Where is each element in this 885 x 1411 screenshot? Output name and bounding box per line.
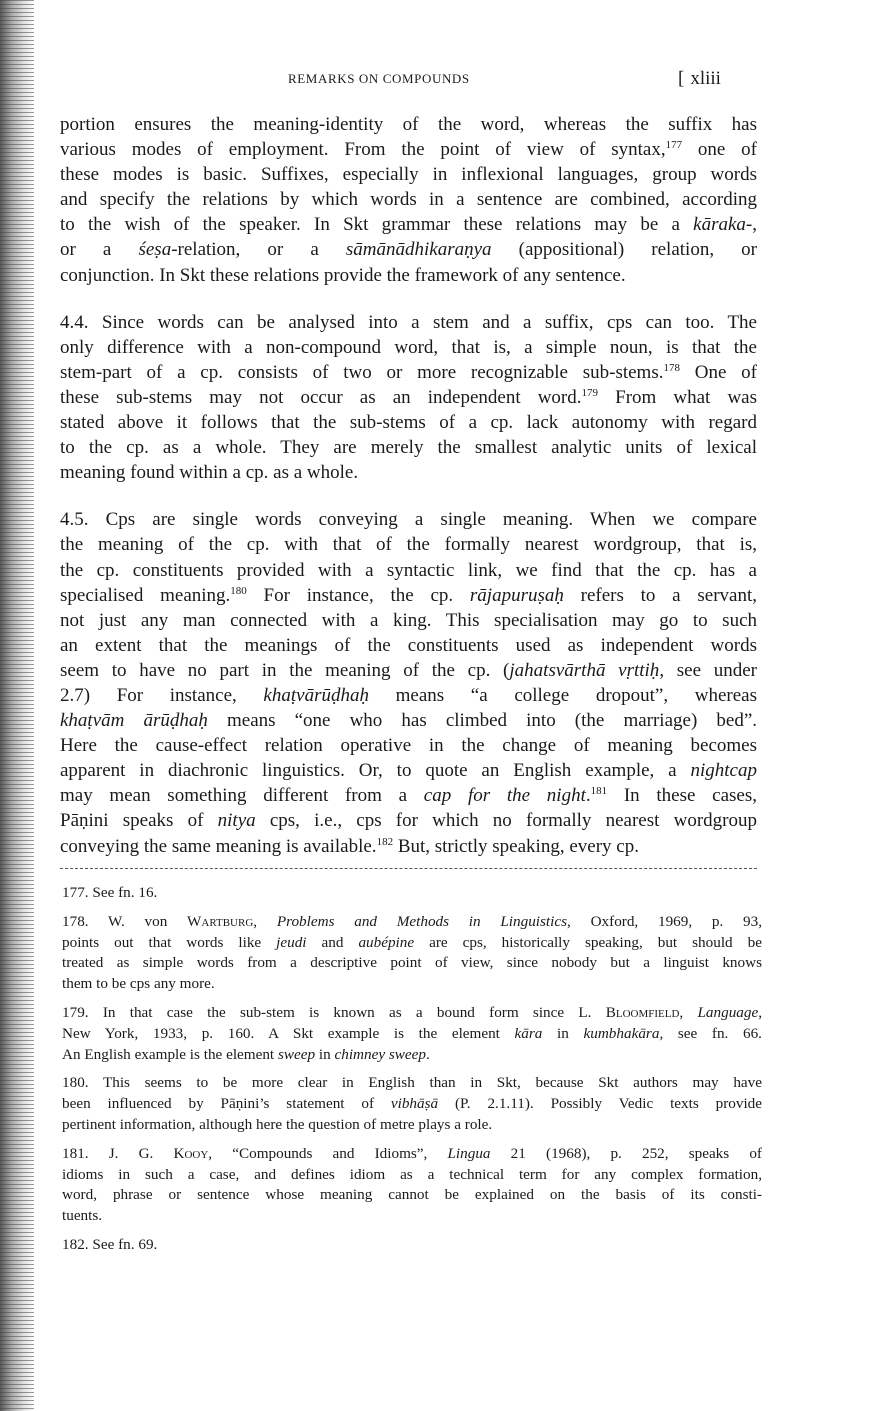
author-name: Kooy bbox=[173, 1144, 209, 1162]
italic-term: sweep bbox=[277, 1045, 316, 1063]
footnote-line bbox=[62, 912, 762, 933]
text-line bbox=[60, 608, 757, 633]
text-run: them to be cps any more. bbox=[62, 975, 215, 993]
footnote-line bbox=[62, 1115, 762, 1136]
italic-term: nightcap bbox=[690, 760, 757, 782]
italic-term: kumbhakāra bbox=[583, 1024, 660, 1042]
italic-term: kāra bbox=[514, 1024, 543, 1042]
text-run: portion ensures the meaning-identity of the word, whereas the suffix has bbox=[60, 114, 757, 135]
text-run: Since words can be analysed into a stem and a suffix, cps can too. The bbox=[88, 311, 757, 333]
text-run: One of bbox=[679, 361, 757, 383]
body-text bbox=[60, 112, 757, 881]
page-number-bracket: [ bbox=[678, 68, 685, 89]
text-run: . bbox=[585, 785, 591, 807]
footnote bbox=[62, 1073, 762, 1135]
text-line bbox=[60, 310, 757, 335]
text-run: Cps are single words conveying a single meaning. When we compare bbox=[88, 509, 757, 531]
text-run: to the wish of the speaker. In Skt grammar these relations may be a bbox=[60, 214, 694, 236]
text-run: treated as simple words from a descriptive point of view, since nobody but a linguist knows bbox=[62, 954, 762, 972]
text-line bbox=[60, 834, 757, 859]
footnotes bbox=[62, 883, 762, 1264]
page-number: xliii bbox=[690, 68, 721, 89]
paragraph bbox=[60, 507, 757, 858]
author-name: Bloomfield bbox=[605, 1003, 680, 1021]
text-run: Pāṇini speaks of bbox=[60, 810, 218, 832]
text-line bbox=[60, 162, 757, 187]
text-run: 180. This seems to be more clear in English than in Skt, because Skt authors may have bbox=[62, 1074, 762, 1092]
text-run: been influenced by Pāṇini’s statement of bbox=[62, 1095, 391, 1113]
text-run: conjunction. In Skt these relations provide the framework of any sentence. bbox=[60, 264, 626, 286]
text-line bbox=[60, 187, 757, 212]
text-run: An English example is the element bbox=[62, 1045, 278, 1063]
text-run: in bbox=[542, 1024, 584, 1042]
page-number-block bbox=[678, 68, 721, 90]
text-run: pertinent information, although here the question of metre plays a role. bbox=[62, 1115, 493, 1133]
text-run: not just any man connected with a king. This specialisation may go to such bbox=[60, 609, 757, 631]
footnote bbox=[62, 1003, 762, 1065]
text-run: . bbox=[426, 1045, 430, 1063]
text-run: means “one who has climbed into (the marriage) bed”. bbox=[207, 710, 757, 732]
text-line bbox=[60, 683, 757, 708]
text-run: Here the cause-effect relation operative in the change of meaning becomes bbox=[60, 735, 757, 757]
text-run: cps, i.e., cps for which no formally nearest wordgroup bbox=[255, 810, 757, 832]
text-line bbox=[60, 783, 757, 808]
section-number: 4.5. bbox=[60, 509, 89, 531]
text-run: or a bbox=[60, 239, 139, 261]
text-run: , “Compounds and Idioms”, bbox=[208, 1144, 448, 1162]
text-run: refers to a servant, bbox=[563, 584, 757, 606]
italic-term: Problems and Methods in Linguistics bbox=[276, 912, 568, 930]
text-run: in bbox=[315, 1045, 335, 1063]
text-line bbox=[60, 583, 757, 608]
footnote-line bbox=[62, 1045, 762, 1066]
text-run: and specify the relations by which words in a sentence are combined, according bbox=[60, 189, 757, 211]
italic-term: khaṭvārūḍhaḥ bbox=[263, 684, 369, 706]
text-line bbox=[60, 137, 757, 162]
text-line bbox=[60, 733, 757, 758]
italic-term: jeudi bbox=[276, 933, 307, 951]
text-run: tuents. bbox=[62, 1207, 103, 1225]
text-run: idioms in such a case, and defines idiom as a technical term for any complex formation, bbox=[62, 1165, 762, 1183]
text-run: various modes of employment. From the point of view of syntax, bbox=[60, 139, 666, 161]
footnote bbox=[62, 883, 762, 904]
text-run: one of bbox=[682, 139, 757, 161]
footnote-line bbox=[62, 1144, 762, 1165]
footnote-line bbox=[62, 1094, 762, 1115]
text-run: the cp. constituents provided with a syntactic link, we find that the cp. has a bbox=[60, 559, 757, 581]
footnote-ref: 180 bbox=[230, 584, 247, 597]
footnote-line bbox=[62, 933, 762, 954]
footnote-line bbox=[62, 1235, 762, 1256]
text-run: word, phrase or sentence whose meaning cannot be explained on the basis of its consti- bbox=[62, 1186, 762, 1204]
paragraph bbox=[60, 310, 757, 486]
text-line bbox=[60, 532, 757, 557]
text-run: these modes is basic. Suffixes, especially in inflexional languages, group words bbox=[60, 164, 757, 186]
italic-term: kāraka- bbox=[693, 214, 753, 236]
text-run: specialised meaning. bbox=[60, 584, 231, 606]
footnote-ref: 177 bbox=[665, 139, 683, 152]
text-run: , see under bbox=[659, 659, 757, 681]
author-name: Wartburg bbox=[187, 912, 254, 930]
footnote-ref: 178 bbox=[663, 361, 680, 374]
page-header bbox=[0, 68, 885, 92]
footnote bbox=[62, 1235, 762, 1256]
text-line bbox=[60, 507, 757, 532]
footnote-line bbox=[62, 1073, 762, 1094]
book-spine-shadow bbox=[0, 0, 34, 1411]
italic-term: vibhāṣā bbox=[390, 1095, 439, 1113]
text-run: -relation, or a bbox=[171, 239, 346, 261]
italic-term: śeṣa bbox=[138, 239, 172, 261]
text-run: , bbox=[752, 214, 757, 236]
text-run: For instance, the cp. bbox=[246, 584, 470, 606]
text-line bbox=[60, 708, 757, 733]
text-line bbox=[60, 558, 757, 583]
footnote-line bbox=[62, 1024, 762, 1045]
text-run: to the cp. as a whole. They are merely the smallest analytic units of lexical bbox=[60, 437, 757, 459]
italic-term: Lingua bbox=[447, 1144, 491, 1162]
footnote bbox=[62, 1144, 762, 1227]
footnote-ref: 182 bbox=[376, 835, 394, 848]
text-run: , bbox=[758, 1003, 763, 1021]
text-run: may mean something different from a bbox=[60, 785, 424, 807]
text-run: are cps, historically speaking, but should be bbox=[414, 933, 762, 951]
text-run: 178. W. von bbox=[62, 912, 188, 930]
text-run: , Oxford, 1969, p. 93, bbox=[567, 912, 762, 930]
text-run: meaning found within a cp. as a whole. bbox=[60, 462, 359, 484]
footnote-separator bbox=[60, 868, 757, 869]
text-run: , bbox=[679, 1003, 698, 1021]
text-run: 181. J. G. bbox=[62, 1144, 174, 1162]
text-run: points out that words like bbox=[62, 933, 277, 951]
footnote-line bbox=[62, 974, 762, 995]
paragraph bbox=[60, 112, 757, 288]
text-line bbox=[60, 410, 757, 435]
text-line bbox=[60, 658, 757, 683]
text-run: New York, 1933, p. 160. A Skt example is the element bbox=[62, 1024, 515, 1042]
text-line bbox=[60, 633, 757, 658]
italic-term: aubépine bbox=[358, 933, 415, 951]
text-run: these sub-stems may not occur as an independent word. bbox=[60, 386, 582, 408]
italic-term: khaṭvām ārūḍhaḥ bbox=[60, 710, 208, 732]
text-run: an extent that the meanings of the constituents used as independent words bbox=[60, 634, 757, 656]
text-run: In these cases, bbox=[607, 785, 757, 807]
text-line bbox=[60, 212, 757, 237]
text-run: stated above it follows that the sub-stems of a cp. lack autonomy with regard bbox=[60, 412, 757, 434]
footnote-line bbox=[62, 953, 762, 974]
footnote bbox=[62, 912, 762, 995]
text-run: (P. 2.1.11). Possibly Vedic texts provide bbox=[438, 1095, 762, 1113]
text-line bbox=[60, 112, 757, 137]
text-line bbox=[60, 237, 757, 262]
text-run: , see fn. 66. bbox=[659, 1024, 762, 1042]
section-number: 4.4. bbox=[60, 311, 89, 333]
text-run: 2.7) For instance, bbox=[60, 684, 264, 706]
footnote-line bbox=[62, 1206, 762, 1227]
italic-term: chimney sweep bbox=[334, 1045, 427, 1063]
text-run: From what was bbox=[598, 386, 757, 408]
italic-term: Language bbox=[697, 1003, 759, 1021]
text-run: only difference with a non-compound word, that is, a simple noun, is that the bbox=[60, 336, 757, 358]
text-run: seem to have no part in the meaning of the cp. ( bbox=[60, 659, 510, 681]
text-run: But, strictly speaking, every cp. bbox=[393, 835, 639, 857]
footnote-line bbox=[62, 883, 762, 904]
text-line bbox=[60, 360, 757, 385]
text-line bbox=[60, 385, 757, 410]
italic-term: jahatsvārthā vṛttiḥ bbox=[509, 659, 660, 681]
text-line bbox=[60, 758, 757, 783]
footnote-line bbox=[62, 1165, 762, 1186]
footnote-line bbox=[62, 1003, 762, 1024]
text-run: means “a college dropout”, whereas bbox=[368, 684, 757, 706]
italic-term: rājapuruṣaḥ bbox=[469, 584, 564, 606]
italic-term: cap for the night bbox=[423, 785, 586, 807]
text-run: 177. See fn. 16. bbox=[62, 884, 158, 901]
text-run: the meaning of the cp. with that of the formally nearest wordgroup, that is, bbox=[60, 534, 757, 556]
text-run: 179. In that case the sub-stem is known as a bound form since L. bbox=[62, 1003, 606, 1021]
text-line bbox=[60, 435, 757, 460]
footnote-ref: 181 bbox=[590, 785, 608, 798]
text-run: and bbox=[306, 933, 359, 951]
footnote-ref: 179 bbox=[581, 386, 599, 399]
text-run: (appositional) relation, or bbox=[491, 239, 757, 261]
text-run: , bbox=[253, 912, 277, 930]
text-line bbox=[60, 263, 757, 288]
italic-term: sāmānādhikaraṇya bbox=[345, 239, 492, 261]
italic-term: nitya bbox=[217, 810, 256, 832]
text-run: apparent in diachronic linguistics. Or, to quote an English example, a bbox=[60, 760, 691, 782]
text-line bbox=[60, 808, 757, 833]
text-run: stem-part of a cp. consists of two or more recognizable sub-stems. bbox=[60, 361, 664, 383]
running-head: REMARKS ON COMPOUNDS bbox=[288, 71, 470, 86]
text-line bbox=[60, 335, 757, 360]
text-run: conveying the same meaning is available. bbox=[60, 835, 377, 857]
text-run: 182. See fn. 69. bbox=[62, 1235, 158, 1253]
text-line bbox=[60, 460, 757, 485]
footnote-line bbox=[62, 1185, 762, 1206]
text-run: 21 (1968), p. 252, speaks of bbox=[490, 1144, 762, 1162]
